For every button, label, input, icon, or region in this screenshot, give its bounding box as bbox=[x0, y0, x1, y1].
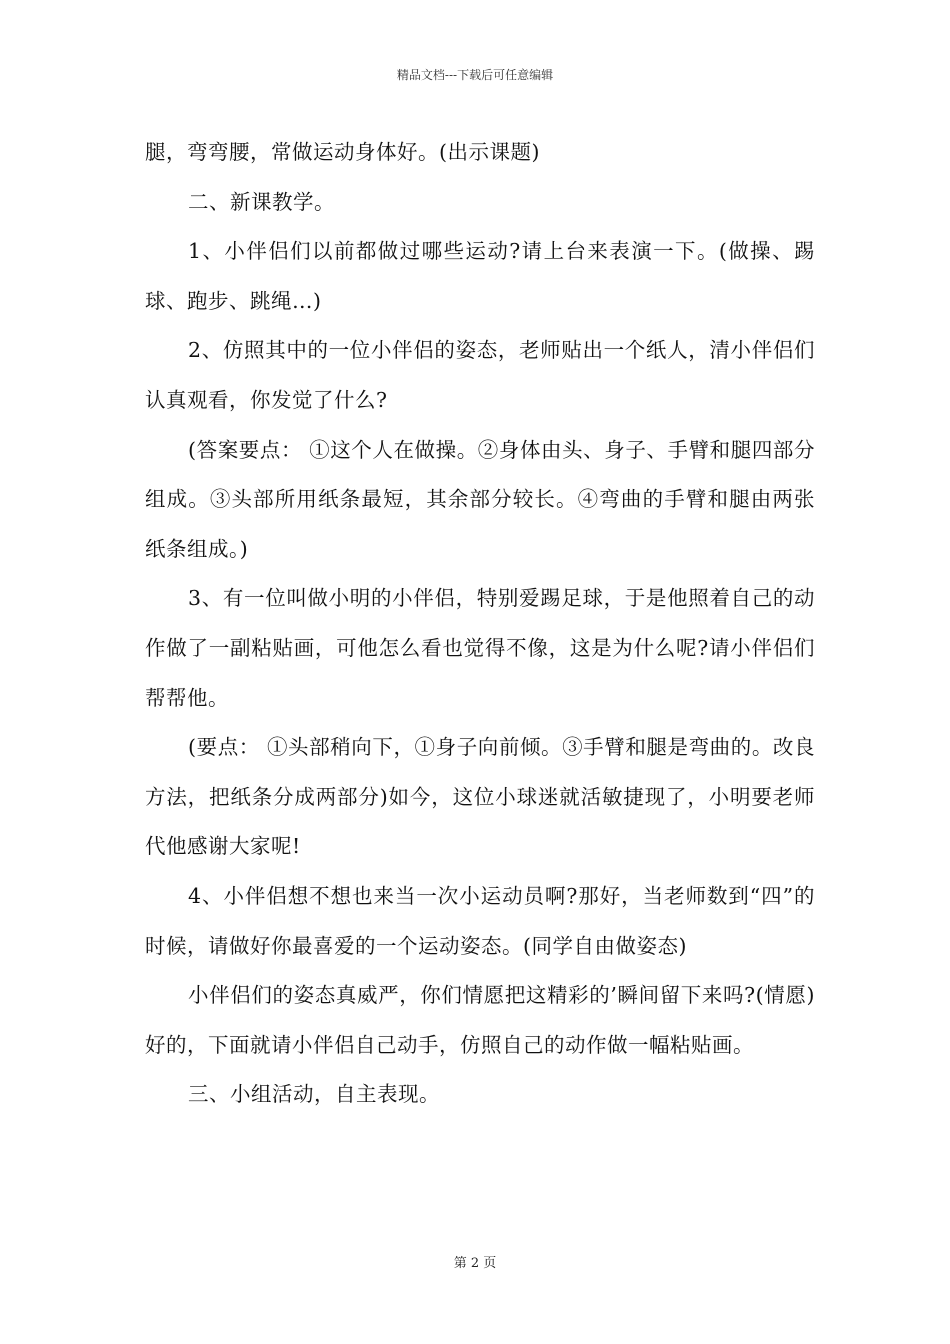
section-heading-new-lesson: 二、新课教学。 bbox=[188, 189, 336, 214]
paragraph: (答案要点： ①这个人在做操。②身体由头、身子、手臂和腿四部分组成。③头部所用纸条最短，其余部分较长。④弯曲的手臂和腿由两张纸条组成。) bbox=[145, 437, 815, 561]
paragraph: 3、有一位叫做小明的小伴侣，特别爱踢足球，于是他照着自己的动作做了一副粘贴画，可他怎么看也觉得不像，这是为什么呢?请小伴侣们帮帮他。 bbox=[145, 586, 815, 710]
paragraph: 腿，弯弯腰，常做运动身体好。(出示课题) bbox=[145, 140, 540, 164]
paragraph: 4、小伴侣想不想也来当一次小运动员啊?那好，当老师数到“四”的时候，请做好你最喜爱的一个运动姿态。(同学自由做姿态) bbox=[145, 883, 815, 958]
page-header: 精品文档---下载后可任意编辑 bbox=[396, 68, 554, 82]
paragraph: 2、仿照其中的一位小伴侣的姿态，老师贴出一个纸人，清小伴侣们认真观看，你发觉了什么? bbox=[145, 338, 815, 412]
section-heading-group-activity: 三、小组活动，自主表现。 bbox=[188, 1082, 441, 1107]
paragraph: (要点： ①头部稍向下，①身子向前倾。③手臂和腿是弯曲的。改良方法，把纸条分成两部分)如今，这位小球迷就活敏捷现了，小明要老师代他感谢大家呢! bbox=[145, 735, 815, 859]
document-body bbox=[145, 128, 815, 1120]
paragraph: 小伴侣们的姿态真威严，你们情愿把这精彩的’瞬间留下来吗?(情愿)好的，下面就请小伴侣自己动手，仿照自己的动作做一幅粘贴画。 bbox=[145, 983, 815, 1057]
page-number: 第 2 页 bbox=[453, 1256, 497, 1271]
paragraph: 1、小伴侣们以前都做过哪些运动?请上台来表演一下。(做操、踢球、跑步、跳绳…) bbox=[145, 239, 815, 313]
